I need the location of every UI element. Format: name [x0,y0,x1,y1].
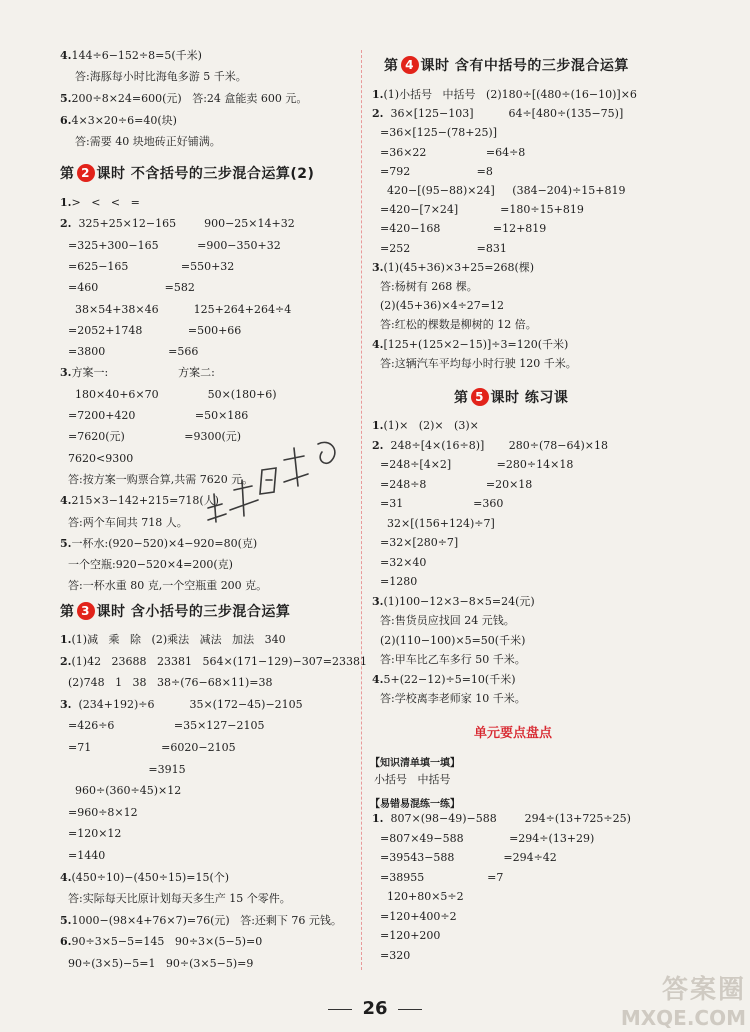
answer-text: =460 =582 [68,281,195,295]
answer-line [380,929,440,943]
answer-text: =36×22 =64÷8 [380,145,526,159]
answer-line [68,784,181,798]
answer-text: =120×12 [68,827,122,841]
answer-line [380,536,458,550]
answer-text: (1)× (2)× (3)× [383,419,479,432]
answer-text: 1000−(98×4+76×7)=76(元) 答:还剩下 76 元钱。 [71,913,342,927]
answer-text: 方案一: 方案二: [71,366,215,380]
answer-text: =320 [380,948,411,962]
answer-text: =120+200 [380,929,441,942]
answer-line [68,239,281,253]
answer-line [380,614,515,628]
watermark-logo: 答案圈 MXQE.COM [620,975,746,1030]
answer-text: =7620(元) =9300(元) [68,430,242,444]
answer-line [380,222,546,236]
answer-line [380,280,478,294]
answer-text: 答:两个车间共 718 人。 [68,515,188,529]
answer-text: > < < = [71,196,140,209]
answer-text: =1280 [380,575,418,588]
question-number: 4. [372,337,384,351]
answer-text: =792 =8 [380,164,493,178]
answer-line [380,146,525,160]
answer-text: 807×(98−49)−588 294÷(13+725÷25) [383,812,631,825]
answer-text: (1)减 乘 除 (2)乘法 减法 加法 340 [71,633,286,646]
answer-text: 960÷(360÷45)×12 [68,784,182,798]
answer-line [68,892,291,906]
answer-line [380,478,532,492]
question-number: 2. [60,654,72,668]
answer-text: =252 =831 [380,241,507,255]
answer-line [60,655,367,669]
answer-line [60,914,342,928]
answer-line [60,633,286,647]
answer-text: 答:红松的棵数是柳树的 12 倍。 [380,318,537,332]
answer-line [380,318,537,332]
answer-line [380,497,503,511]
answer-text: (1)小括号 中括号 (2)180÷[(480÷(16−10)]×6 [383,88,637,101]
answer-text: =71 =6020−2105 [68,741,236,754]
answer-line [68,741,236,755]
answer-text: =420−[7×24] =180÷15+819 [380,203,584,217]
answer-line [68,303,291,317]
answer-text: 36×[125−103] 64÷[480÷(135−75)] [383,107,624,121]
answer-line [60,217,295,231]
answer-line [60,698,303,712]
answer-text: 32×[(156+124)÷7] [380,516,495,530]
answer-text: =36×[125−(78+25)] [380,126,498,140]
answer-text: 420−[(95−88)×24] (384−204)÷15+819 [380,184,626,197]
answer-text: 一个空瓶:920−520×4=200(克) [68,558,233,572]
answer-line [380,851,557,865]
answer-line [380,299,504,313]
answer-text: (1)100−12×3−8×5=24(元) [383,594,535,608]
page-number: 26 [300,998,450,1019]
answer-text: 90÷(3×5)−5=1 90÷(3×5−5)=9 [68,957,254,970]
question-number: 5. [60,536,72,550]
question-number: 1. [60,196,72,209]
answer-line [68,516,188,530]
question-number: 3. [372,260,384,274]
answer-text: 38×54+38×46 125+264+264÷4 [68,302,292,316]
answer-line [68,452,133,466]
answer-text: =3915 [68,762,186,776]
answer-text: =32×40 [380,555,427,569]
answer-line [380,910,457,924]
answer-line [380,184,626,198]
question-number: 2. [372,107,384,121]
unit-summary-title: 单元要点盘点 [474,726,553,741]
answer-line [380,949,410,963]
answer-text: =426÷6 =35×127−2105 [68,719,265,733]
answer-text: 答:学校离李老师家 10 千米。 [380,692,526,705]
lesson-number-badge: 4 [401,56,419,74]
answer-line [68,324,241,338]
answer-text: [125+(125×2−15)]÷3=120(千米) [383,337,569,351]
lesson-2-heading: 第 2 课时 不含括号的三步混合运算(2) [60,166,315,182]
lesson-3-heading: 第 3 课时 含小括号的三步混合运算 [60,604,291,620]
column-divider [361,50,362,970]
answer-line [372,439,608,453]
answer-line [60,494,219,508]
answer-line [68,827,121,841]
answer-text: =120+400÷2 [380,909,457,923]
answer-line [372,88,637,102]
question-number: 6. [60,935,72,949]
answer-line [380,126,497,140]
lesson-number-badge: 3 [77,602,95,620]
answer-line [380,832,594,846]
answer-text: =31 =360 [380,497,504,510]
answer-line [380,242,507,256]
answer-text: =32×[280÷7] [380,536,459,549]
answer-text: (2)748 1 38 38÷(76−68×11)=38 [68,676,273,690]
answer-line [380,357,577,371]
answer-line [68,763,186,777]
answer-text: =2052+1748 =500+66 [68,323,242,337]
answer-line [380,890,464,904]
answer-text: (450÷10)−(450÷15)=15(个) [71,870,230,884]
answer-line: 5.200÷8×24=600(元) 答:24 盒能卖 600 元。 [60,92,308,105]
answer-text: =3800 =566 [68,345,199,359]
knowledge-list-tag: 【知识清单填一填】 [370,758,460,769]
answer-text: =625−165 =550+32 [68,259,235,273]
answer-text: 90÷3×5−5=145 90÷3×(5−5)=0 [71,935,263,949]
answer-line [380,203,584,217]
answer-text: 答:杨树有 268 棵。 [380,280,478,293]
answer-line [68,806,138,820]
lesson-5-heading: 第 5 课时 练习课 [454,390,569,406]
knowledge-list-answer: 小括号 中括号 [374,773,451,786]
answer-line [68,281,195,295]
answer-text: =325+300−165 =900−350+32 [68,238,281,252]
answer-text: 248÷[4×(16÷8)] 280÷(78−64)×18 [383,438,608,452]
answer-text: 180×40+6×70 50×(180+6) [68,387,277,401]
handwriting-scribble-icon [200,430,350,540]
question-number: 1. [372,88,384,101]
answer-text: (2)(110−100)×5=50(千米) [380,633,526,647]
answer-text: (234+192)÷6 35×(172−45)−2105 [71,697,303,711]
answer-text: (1)(45+36)×3+25=268(棵) [383,260,535,274]
answer-line [380,458,573,472]
answer-text: =39543−588 =294÷42 [380,851,557,864]
answer-line [60,871,229,885]
question-number: 1. [372,812,384,825]
answer-text: 答:一杯水重 80 克,一个空瓶重 200 克。 [68,579,268,593]
answer-text: =960÷8×12 [68,805,138,819]
answer-line [380,692,526,706]
answer-line: 答:需要 40 块地砖正好铺满。 [75,135,221,148]
answer-text: (1)42 23688 23381 564×(171−129)−307=23381 [71,654,367,668]
answer-text: 答:售货员应找回 24 元钱。 [380,614,515,627]
answer-text: 答:实际每天比原计划每天多生产 15 个零件。 [68,892,291,906]
answer-line [60,935,262,949]
answer-line [68,260,234,274]
answer-text: =248÷8 =20×18 [380,477,533,491]
answer-line [372,812,631,826]
answer-line [380,871,503,885]
lesson-number-badge: 5 [471,388,489,406]
answer-line [68,676,272,690]
error-practice-tag: 【易错易混练一练】 [370,799,460,810]
answer-line [380,517,495,531]
answer-text: =807×49−588 =294÷(13+29) [380,831,595,845]
answer-line [60,366,215,380]
answer-line [372,673,516,687]
answer-line [380,556,426,570]
answer-text: 215×3−142+215=718(人) [71,494,219,508]
question-number: 4. [60,870,72,884]
answer-line [372,107,623,121]
answer-line [68,957,253,971]
question-number: 5. [60,913,72,927]
answer-line [68,719,265,733]
answer-line [380,165,493,179]
question-number: 2. [60,217,72,231]
question-number: 1. [60,633,72,646]
answer-text: =7200+420 =50×186 [68,409,249,422]
answer-line [372,419,479,433]
answer-text: 答:甲车比乙车多行 50 千米。 [380,653,526,666]
answer-line [68,579,267,593]
question-number: 4. [60,494,72,508]
answer-line [68,345,198,359]
answer-line: 6.4×3×20÷6=40(块) [60,114,177,127]
answer-text: 7620<9300 [68,451,134,465]
answer-text: (2)(45+36)×4÷27=12 [380,299,505,313]
question-number: 2. [372,438,384,452]
answer-line [68,558,233,572]
answer-text: 5+(22−12)÷5=10(千米) [383,672,516,686]
answer-text: 一杯水:(920−520)×4−920=80(克) [71,536,258,550]
question-number: 3. [372,594,384,608]
answer-text: =1440 [68,849,106,862]
answer-line: 4.144÷6−152÷8=5(千米) [60,49,202,62]
answer-line [380,653,526,667]
answer-line [380,634,525,648]
lesson-number-badge: 2 [77,164,95,182]
answer-line [372,595,535,609]
answer-text: =248÷[4×2] =280÷14×18 [380,458,574,471]
answer-text: 答:按方案一购票合算,共需 7620 元。 [68,472,254,486]
answer-text: 120+80×5÷2 [380,890,464,903]
question-number: 1. [372,419,384,432]
answer-line [68,849,105,863]
question-number: 3. [60,697,72,711]
answer-text: 答:这辆汽车平均每小时行驶 120 千米。 [380,356,577,370]
answer-text: =420−168 =12+819 [380,222,547,236]
question-number: 4. [372,672,384,686]
answer-line: 答:海豚每小时比海龟多游 5 千米。 [75,70,247,83]
answer-line [372,338,568,352]
lesson-4-heading: 第 4 课时 含有中括号的三步混合运算 [384,58,629,74]
answer-line [68,388,277,402]
question-number: 3. [60,366,72,380]
answer-line [372,261,534,275]
answer-line [68,409,248,423]
answer-line [380,575,417,589]
answer-text: =38955 =7 [380,870,504,884]
answer-text: 325+25×12−165 900−25×14+32 [71,217,295,231]
answer-line [60,196,140,210]
